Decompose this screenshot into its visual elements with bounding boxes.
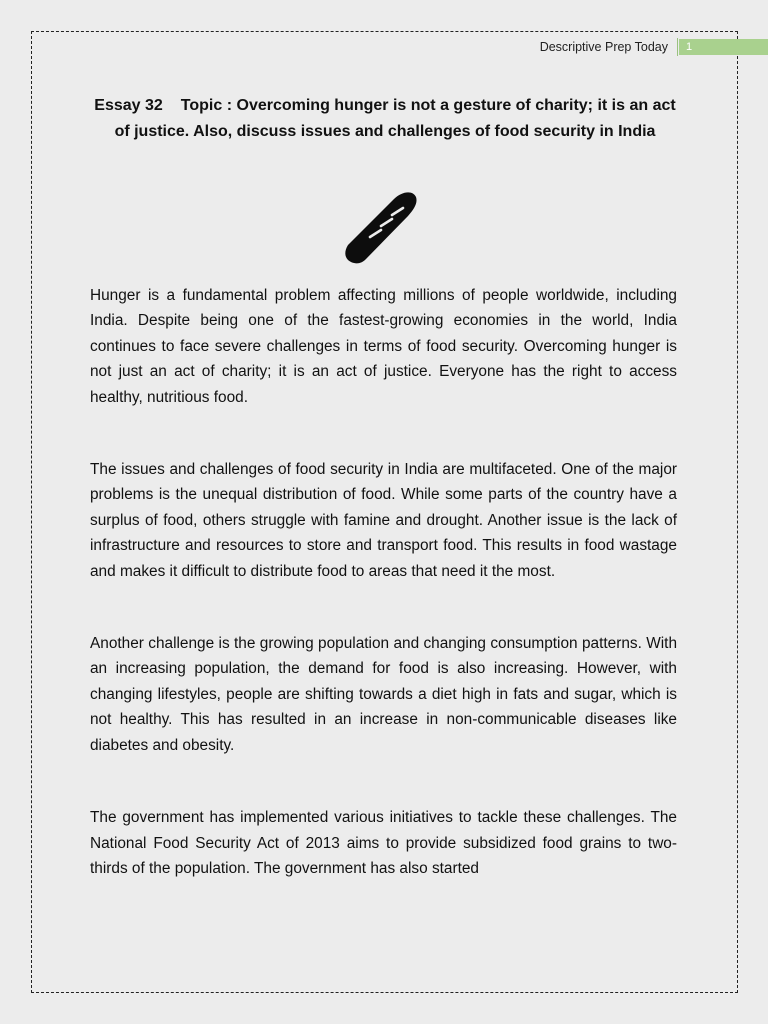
essay-number: Essay 32 xyxy=(94,97,163,114)
paragraph: The issues and challenges of food security in India are multifaceted. One of the major problems is the unequal distribution of food. While some parts of the country have a surplus of food, others struggle with famine and drought. Another issue is the lack of infrastructure and resources to store and transport food. This results in food wastage and makes it difficult to distribute food to areas that need it the most. xyxy=(90,461,677,580)
paragraph: Hunger is a fundamental problem affecting millions of people worldwide, including India. Despite being one of the fastest-growing economies in the world, India continues to face severe challenges in terms of food security. Overcoming hunger is not just an act of charity; it is an act of justice. Everyone has the right to access healthy, nutritious food. xyxy=(90,287,677,406)
essay-title xyxy=(88,93,682,145)
header-accent-bar xyxy=(679,39,768,55)
header-divider xyxy=(677,38,678,56)
header-title: Descriptive Prep Today xyxy=(539,40,668,54)
paragraph: Another challenge is the growing population and changing consumption patterns. With an increasing population, the demand for food is also increasing. However, with changing lifestyles, people are shifting towards a diet high in fats and sugar, which is not healthy. This has resulted in an increase in non-communicable diseases like diabetes and obesity. xyxy=(90,635,677,754)
paragraph: The government has implemented various initiatives to tackle these challenges. The National Food Security Act of 2013 aims to provide subsidized food grains to two-thirds of the population. The government has also started xyxy=(90,809,677,877)
essay-body xyxy=(90,283,677,928)
bread-icon xyxy=(340,189,420,267)
page-header xyxy=(380,38,768,56)
essay-topic: Topic : Overcoming hunger is not a gesture of charity; it is an act of justice. Also, discuss issues and challenges of food security in India xyxy=(114,97,676,140)
page-number: 1 xyxy=(686,41,693,53)
